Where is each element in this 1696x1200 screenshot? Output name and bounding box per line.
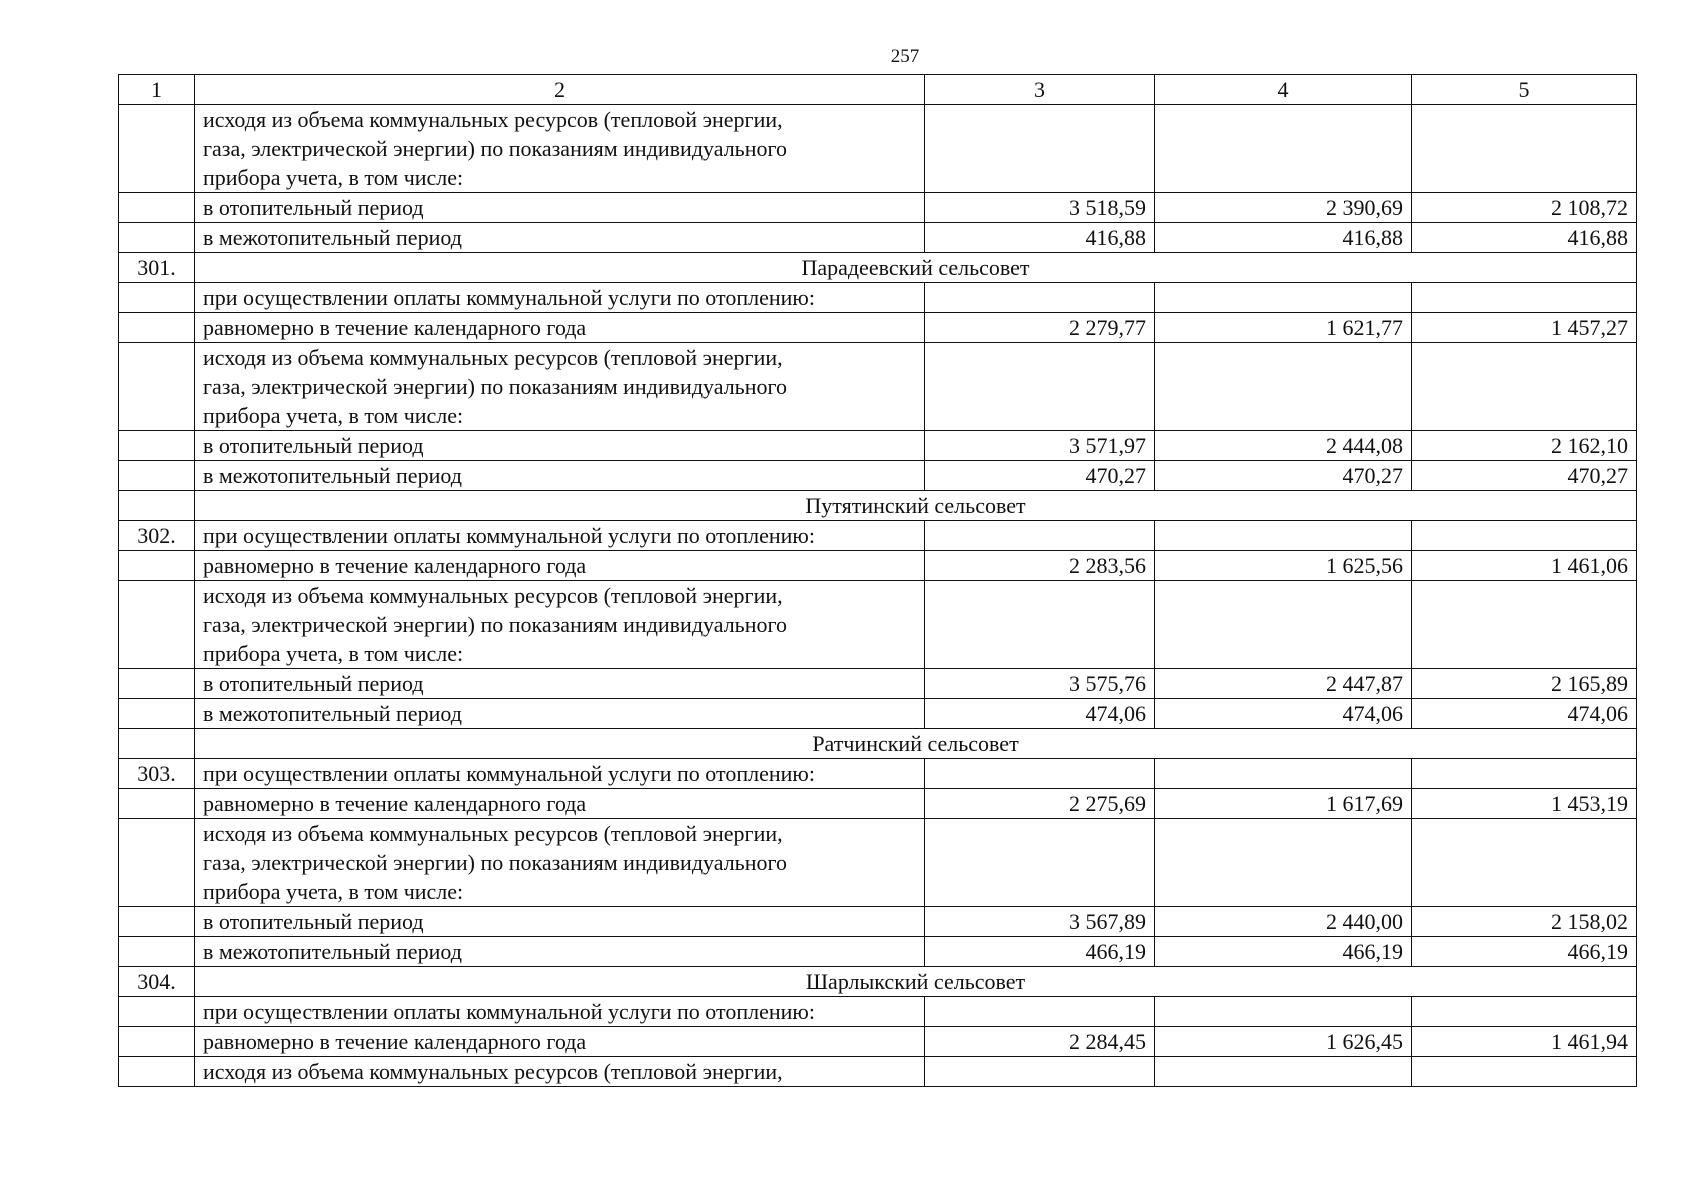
value-cell-4: 2 444,08: [1155, 431, 1412, 461]
row-number-cell: [119, 699, 195, 729]
row-description-cell: в межотопительный период: [195, 937, 925, 967]
value-cell-4: 1 617,69: [1155, 789, 1412, 819]
table-row: [119, 1027, 1637, 1057]
row-description-cell: равномерно в течение календарного года: [195, 313, 925, 343]
row-description-cell: исходя из объема коммунальных ресурсов (тепловой энергии, газа, электрической энергии) по показаниям индивидуального прибора учета, в том числе:: [195, 581, 925, 669]
row-number-cell: [119, 313, 195, 343]
header-cell-1: 1: [119, 75, 195, 105]
row-number-cell: [119, 819, 195, 907]
table-row: [119, 431, 1637, 461]
table-row: [119, 313, 1637, 343]
row-description-cell: исходя из объема коммунальных ресурсов (тепловой энергии, газа, электрической энергии) по показаниям индивидуального прибора учета, в том числе:: [195, 819, 925, 907]
row-number-cell: [119, 431, 195, 461]
region-row: [119, 491, 1637, 521]
table-row: [119, 937, 1637, 967]
row-description-cell: исходя из объема коммунальных ресурсов (тепловой энергии, газа, электрической энергии) по показаниям индивидуального прибора учета, в том числе:: [195, 105, 925, 193]
row-description-cell: исходя из объема коммунальных ресурсов (тепловой энергии,: [195, 1057, 925, 1087]
table-row: [119, 581, 1637, 669]
row-description-cell: при осуществлении оплаты коммунальной услуги по отоплению:: [195, 283, 925, 313]
header-cell-5: 5: [1412, 75, 1637, 105]
table-row: [119, 283, 1637, 313]
value-cell-4: 1 621,77: [1155, 313, 1412, 343]
value-cell-5: 416,88: [1412, 223, 1637, 253]
value-cell-4: 466,19: [1155, 937, 1412, 967]
row-number-cell: 304.: [119, 967, 195, 997]
value-cell-5: 470,27: [1412, 461, 1637, 491]
header-cell-3: 3: [925, 75, 1155, 105]
value-cell-4: [1155, 997, 1412, 1027]
table-row: [119, 907, 1637, 937]
value-cell-5: 1 457,27: [1412, 313, 1637, 343]
value-cell-5: 474,06: [1412, 699, 1637, 729]
value-cell-3: 466,19: [925, 937, 1155, 967]
row-number-cell: [119, 283, 195, 313]
value-cell-4: 2 440,00: [1155, 907, 1412, 937]
value-cell-5: 1 461,06: [1412, 551, 1637, 581]
value-cell-3: [925, 1057, 1155, 1087]
table-row: [119, 521, 1637, 551]
value-cell-3: [925, 105, 1155, 193]
table-row: [119, 819, 1637, 907]
value-cell-5: [1412, 343, 1637, 431]
table-row: [119, 669, 1637, 699]
value-cell-4: [1155, 521, 1412, 551]
value-cell-4: [1155, 283, 1412, 313]
value-cell-4: [1155, 759, 1412, 789]
row-description-cell: равномерно в течение календарного года: [195, 1027, 925, 1057]
page-number: 257: [890, 46, 920, 67]
value-cell-5: 1 453,19: [1412, 789, 1637, 819]
row-number-cell: [119, 193, 195, 223]
value-cell-5: [1412, 1057, 1637, 1087]
row-description-cell: равномерно в течение календарного года: [195, 789, 925, 819]
table-row: [119, 343, 1637, 431]
value-cell-5: 2 158,02: [1412, 907, 1637, 937]
value-cell-4: [1155, 105, 1412, 193]
row-number-cell: [119, 223, 195, 253]
value-cell-3: 2 275,69: [925, 789, 1155, 819]
value-cell-5: 2 108,72: [1412, 193, 1637, 223]
row-number-cell: [119, 551, 195, 581]
table-row: [119, 759, 1637, 789]
row-number-cell: [119, 937, 195, 967]
table-row: [119, 1057, 1637, 1087]
header-cell-2: 2: [195, 75, 925, 105]
value-cell-3: 2 279,77: [925, 313, 1155, 343]
region-title-cell: Парадеевский сельсовет: [195, 253, 1637, 283]
row-description-cell: при осуществлении оплаты коммунальной услуги по отоплению:: [195, 997, 925, 1027]
value-cell-3: 470,27: [925, 461, 1155, 491]
value-cell-4: [1155, 819, 1412, 907]
value-cell-5: [1412, 105, 1637, 193]
row-number-cell: [119, 105, 195, 193]
value-cell-3: [925, 581, 1155, 669]
region-title-cell: Путятинский сельсовет: [195, 491, 1637, 521]
region-row: [119, 967, 1637, 997]
row-number-cell: [119, 997, 195, 1027]
row-number-cell: [119, 789, 195, 819]
value-cell-5: 2 165,89: [1412, 669, 1637, 699]
table-row: [119, 997, 1637, 1027]
value-cell-3: [925, 521, 1155, 551]
row-number-cell: [119, 1027, 195, 1057]
value-cell-4: [1155, 343, 1412, 431]
row-description-cell: при осуществлении оплаты коммунальной услуги по отоплению:: [195, 759, 925, 789]
value-cell-4: 416,88: [1155, 223, 1412, 253]
row-number-cell: [119, 907, 195, 937]
value-cell-3: 474,06: [925, 699, 1155, 729]
table-body: [119, 105, 1637, 1087]
value-cell-5: [1412, 997, 1637, 1027]
region-row: [119, 253, 1637, 283]
value-cell-3: [925, 283, 1155, 313]
row-number-cell: 301.: [119, 253, 195, 283]
value-cell-5: [1412, 521, 1637, 551]
value-cell-3: 3 518,59: [925, 193, 1155, 223]
row-number-cell: [119, 461, 195, 491]
value-cell-4: 2 447,87: [1155, 669, 1412, 699]
value-cell-4: [1155, 581, 1412, 669]
value-cell-3: 2 284,45: [925, 1027, 1155, 1057]
table-row: [119, 461, 1637, 491]
value-cell-5: [1412, 581, 1637, 669]
row-description-cell: в отопительный период: [195, 669, 925, 699]
value-cell-3: 2 283,56: [925, 551, 1155, 581]
value-cell-5: 2 162,10: [1412, 431, 1637, 461]
row-description-cell: равномерно в течение календарного года: [195, 551, 925, 581]
value-cell-3: 3 567,89: [925, 907, 1155, 937]
row-description-cell: в межотопительный период: [195, 223, 925, 253]
value-cell-4: 470,27: [1155, 461, 1412, 491]
row-number-cell: [119, 1057, 195, 1087]
row-number-cell: [119, 581, 195, 669]
region-row: [119, 729, 1637, 759]
row-number-cell: [119, 343, 195, 431]
table-header-row: [119, 75, 1637, 105]
value-cell-5: [1412, 759, 1637, 789]
row-number-cell: 303.: [119, 759, 195, 789]
row-number-cell: [119, 669, 195, 699]
table-row: [119, 699, 1637, 729]
row-description-cell: при осуществлении оплаты коммунальной услуги по отоплению:: [195, 521, 925, 551]
row-number-cell: [119, 729, 195, 759]
region-title-cell: Шарлыкский сельсовет: [195, 967, 1637, 997]
table-row: [119, 789, 1637, 819]
row-description-cell: в отопительный период: [195, 907, 925, 937]
table-row: [119, 193, 1637, 223]
table-row: [119, 551, 1637, 581]
value-cell-3: 3 575,76: [925, 669, 1155, 699]
row-description-cell: исходя из объема коммунальных ресурсов (тепловой энергии, газа, электрической энергии) по показаниям индивидуального прибора учета, в том числе:: [195, 343, 925, 431]
value-cell-4: 1 626,45: [1155, 1027, 1412, 1057]
value-cell-3: [925, 997, 1155, 1027]
value-cell-3: [925, 343, 1155, 431]
value-cell-3: 3 571,97: [925, 431, 1155, 461]
table-row: [119, 105, 1637, 193]
value-cell-3: [925, 819, 1155, 907]
value-cell-4: [1155, 1057, 1412, 1087]
value-cell-5: 1 461,94: [1412, 1027, 1637, 1057]
value-cell-4: 474,06: [1155, 699, 1412, 729]
region-title-cell: Ратчинский сельсовет: [195, 729, 1637, 759]
value-cell-5: 466,19: [1412, 937, 1637, 967]
row-number-cell: [119, 491, 195, 521]
row-number-cell: 302.: [119, 521, 195, 551]
value-cell-5: [1412, 819, 1637, 907]
value-cell-3: 416,88: [925, 223, 1155, 253]
table-row: [119, 223, 1637, 253]
value-cell-4: 1 625,56: [1155, 551, 1412, 581]
row-description-cell: в межотопительный период: [195, 461, 925, 491]
value-cell-3: [925, 759, 1155, 789]
value-cell-4: 2 390,69: [1155, 193, 1412, 223]
tariff-table: [118, 74, 1637, 1087]
row-description-cell: в межотопительный период: [195, 699, 925, 729]
header-cell-4: 4: [1155, 75, 1412, 105]
row-description-cell: в отопительный период: [195, 431, 925, 461]
row-description-cell: в отопительный период: [195, 193, 925, 223]
value-cell-5: [1412, 283, 1637, 313]
